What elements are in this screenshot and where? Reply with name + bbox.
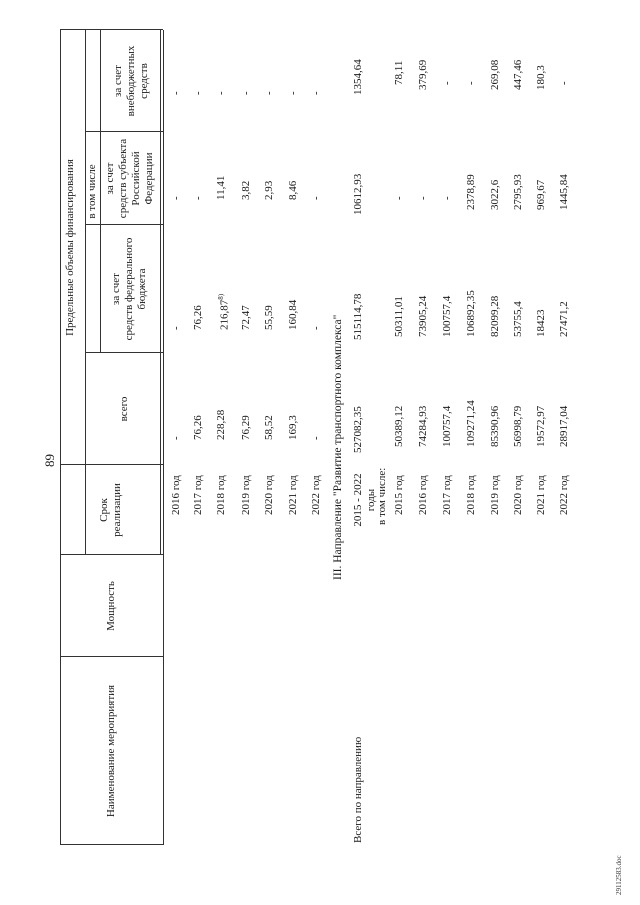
row1-extra: -: [170, 91, 182, 95]
total-period-line-1: 2015 - 2022: [352, 473, 364, 527]
row3-federal: [215, 294, 232, 330]
header-regional-line-4: Федерации: [143, 152, 155, 205]
row4-regional: 3,82: [240, 180, 252, 200]
header-federal-line-1: за счет: [110, 273, 122, 305]
total-total: 527082,35: [352, 406, 364, 453]
brk2-federal: 73905,24: [417, 295, 429, 337]
header-term-line-2: реализации: [111, 483, 123, 537]
brk5-total: 85390,96: [489, 405, 501, 447]
brk8-extra: -: [558, 81, 570, 85]
row1-year: 2016 год: [170, 475, 182, 515]
brk3-regional: -: [441, 196, 453, 200]
header-total: всего: [118, 396, 130, 422]
brk4-extra: -: [465, 81, 477, 85]
brk6-extra: 447,46: [512, 59, 524, 90]
row7-federal: -: [310, 326, 322, 330]
brk1-extra: 78,11: [393, 60, 405, 85]
row2-total: 76,26: [192, 415, 204, 440]
brk2-extra: 379,69: [417, 59, 429, 90]
row4-federal: 72,47: [240, 305, 252, 330]
total-period-line-2: годы: [365, 488, 377, 512]
brk5-extra: 269,08: [489, 59, 501, 90]
row2-extra: -: [192, 91, 204, 95]
brk1-federal: 50311,01: [393, 296, 405, 337]
row1-federal: -: [170, 326, 182, 330]
row2-regional: -: [192, 196, 204, 200]
brk3-federal: 100757,4: [441, 295, 453, 337]
total-federal: 515114,78: [352, 293, 364, 340]
row3-federal-footnote: 8): [217, 293, 225, 300]
header-regional-line-1: за счет: [104, 162, 116, 195]
header-regional-line-2: средств субъекта: [117, 138, 129, 219]
header-term: [98, 465, 124, 555]
total-label: Всего по направлению: [352, 736, 364, 843]
brk8-federal: 27471,2: [558, 301, 570, 337]
brk7-federal: 18423: [535, 309, 547, 337]
total-regional: 10612,93: [352, 173, 364, 215]
brk7-extra: 180,3: [535, 65, 547, 90]
row3-total: 228,28: [215, 409, 227, 440]
row4-extra: -: [240, 91, 252, 95]
header-regional-line-3: Российской: [130, 151, 142, 206]
row7-regional: -: [310, 196, 322, 200]
header-bottom-border: [163, 30, 164, 845]
row6-federal: 160,84: [287, 299, 299, 330]
brk4-regional: 2378,89: [465, 174, 477, 210]
row6-year: 2021 год: [287, 475, 299, 515]
brk5-year: 2019 год: [489, 475, 501, 515]
row3-extra: -: [215, 91, 227, 95]
header-federal-line-2: средств федерального: [123, 237, 135, 341]
row3-year: 2018 год: [215, 475, 227, 515]
brk6-regional: 2795,93: [512, 174, 524, 210]
header-extrabudget: [112, 30, 151, 132]
subheader-row-divider: [160, 30, 161, 555]
header-federal: [110, 225, 149, 353]
row2-year: 2017 год: [192, 475, 204, 515]
row1-regional: -: [170, 196, 182, 200]
row2-federal: 76,26: [192, 305, 204, 330]
header-event-name: Наименование мероприятия: [105, 684, 117, 818]
brk8-regional: 1445,84: [558, 174, 570, 210]
brk1-total: 50389,12: [393, 405, 405, 447]
row4-total: 76,29: [240, 415, 252, 440]
row6-total: 169,3: [287, 415, 299, 440]
total-extra: 1354,64: [352, 59, 364, 95]
brk4-year: 2018 год: [465, 475, 477, 515]
row5-extra: -: [263, 91, 275, 95]
row7-extra: -: [310, 91, 322, 95]
brk6-year: 2020 год: [512, 475, 524, 515]
header-including: в том числе: [86, 164, 98, 219]
table-top-border: [60, 30, 61, 845]
row6-regional: 8,46: [287, 180, 299, 200]
total-period: [352, 465, 378, 535]
header-extrabudget-line-2: внебюджетных: [125, 45, 137, 117]
brk3-extra: -: [441, 81, 453, 85]
row3-federal-value: 216,87: [218, 299, 231, 330]
brk4-federal: 106892,35: [465, 290, 477, 337]
header-extrabudget-line-3: средств: [138, 63, 150, 99]
header-term-line-1: Срок: [98, 498, 110, 522]
row7-year: 2022 год: [310, 475, 322, 515]
brk4-total: 109271,24: [465, 400, 477, 447]
including-label: в том числе:: [376, 467, 388, 525]
brk6-federal: 53755,4: [512, 301, 524, 337]
row4-year: 2019 год: [240, 475, 252, 515]
row7-total: -: [310, 436, 322, 440]
brk2-total: 74284,93: [417, 405, 429, 447]
brk8-total: 28917,04: [558, 405, 570, 447]
brk3-total: 100757,4: [441, 405, 453, 447]
row3-regional: 11,41: [215, 175, 227, 200]
brk1-year: 2015 год: [393, 475, 405, 515]
row5-regional: 2,93: [263, 180, 275, 200]
brk5-regional: 3022,6: [489, 179, 501, 210]
row6-extra: -: [287, 91, 299, 95]
header-funding-limits: Предельные объемы финансирования: [64, 159, 76, 336]
header-federal-line-3: бюджета: [136, 268, 148, 310]
header-regional: [104, 132, 156, 225]
row5-total: 58,52: [263, 415, 275, 440]
brk6-total: 56998,79: [512, 405, 524, 447]
section-heading: III. Направление "Развитие транспортного комплекса": [332, 314, 344, 580]
brk7-year: 2021 год: [535, 475, 547, 515]
page-number: 89: [42, 454, 57, 467]
brk8-year: 2022 год: [558, 475, 570, 515]
brk7-regional: 969,67: [535, 179, 547, 210]
row1-total: -: [170, 436, 182, 440]
brk3-year: 2017 год: [441, 475, 453, 515]
row5-federal: 55,59: [263, 305, 275, 330]
brk7-total: 19572,97: [535, 405, 547, 447]
brk5-federal: 82099,28: [489, 295, 501, 337]
brk2-year: 2016 год: [417, 475, 429, 515]
including-divider: [100, 30, 101, 353]
brk1-regional: -: [393, 196, 405, 200]
header-extrabudget-line-1: за счет: [112, 65, 124, 97]
row5-year: 2020 год: [263, 475, 275, 515]
brk2-regional: -: [417, 196, 429, 200]
file-name-footer: 29112583.doc: [615, 855, 623, 895]
header-capacity: Мощность: [105, 581, 117, 631]
